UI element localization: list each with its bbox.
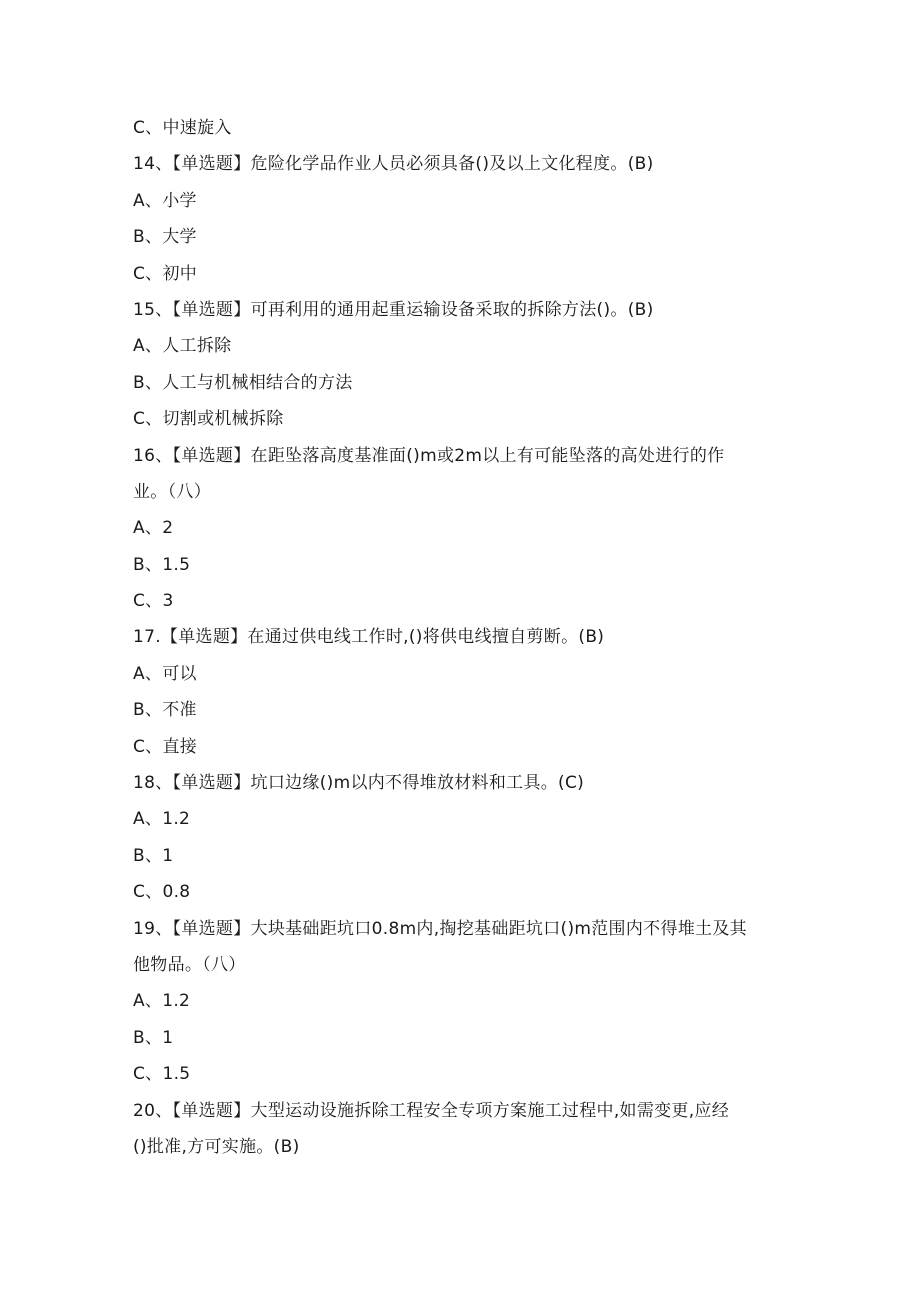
option-line: A、1.2 [133,809,191,830]
option-line: B、不准 [133,700,197,721]
option-line: B、大学 [133,227,197,248]
exam-question-list [133,110,793,1165]
option-line: B、1 [133,845,174,866]
question-line: 15、【单选题】可再利用的通用起重运输设备采取的拆除方法()。(B) [133,299,654,320]
option-line: C、1.5 [133,1064,191,1085]
question-line-continued: 他物品。（八） [133,954,246,975]
option-line: A、1.2 [133,991,191,1012]
question-line: 18、【单选题】坑口边缘()m以内不得堆放材料和工具。(C) [133,773,585,794]
option-line: C、初中 [133,263,198,284]
option-line: A、人工拆除 [133,336,232,357]
question-line-continued: 业。（八） [133,481,211,502]
question-line: 16、【单选题】在距坠落高度基准面()m或2m以上有可能坠落的高处进行的作 [133,445,725,466]
option-line: B、人工与机械相结合的方法 [133,372,353,393]
question-line: 19、【单选题】大块基础距坑口0.8m内,掏挖基础距坑口()m范围内不得堆土及其 [133,918,747,939]
option-line: C、直接 [133,736,198,757]
option-line: A、小学 [133,190,197,211]
question-line: 14、【单选题】危险化学品作业人员必须具备()及以上文化程度。(B) [133,154,654,175]
option-line: C、中速旋入 [133,118,232,138]
option-line: B、1 [133,1027,174,1048]
option-line: C、切割或机械拆除 [133,409,284,430]
option-line: C、0.8 [133,882,191,903]
question-line-continued: ()批准,方可实施。(B) [133,1136,300,1157]
option-line: B、1.5 [133,554,191,575]
option-line: C、3 [133,591,174,612]
option-line: A、2 [133,518,174,539]
question-line: 17.【单选题】在通过供电线工作时,()将供电线擅自剪断。(B) [133,627,605,648]
option-line: A、可以 [133,663,197,684]
question-line: 20、【单选题】大型运动设施拆除工程安全专项方案施工过程中,如需变更,应经 [133,1100,730,1121]
